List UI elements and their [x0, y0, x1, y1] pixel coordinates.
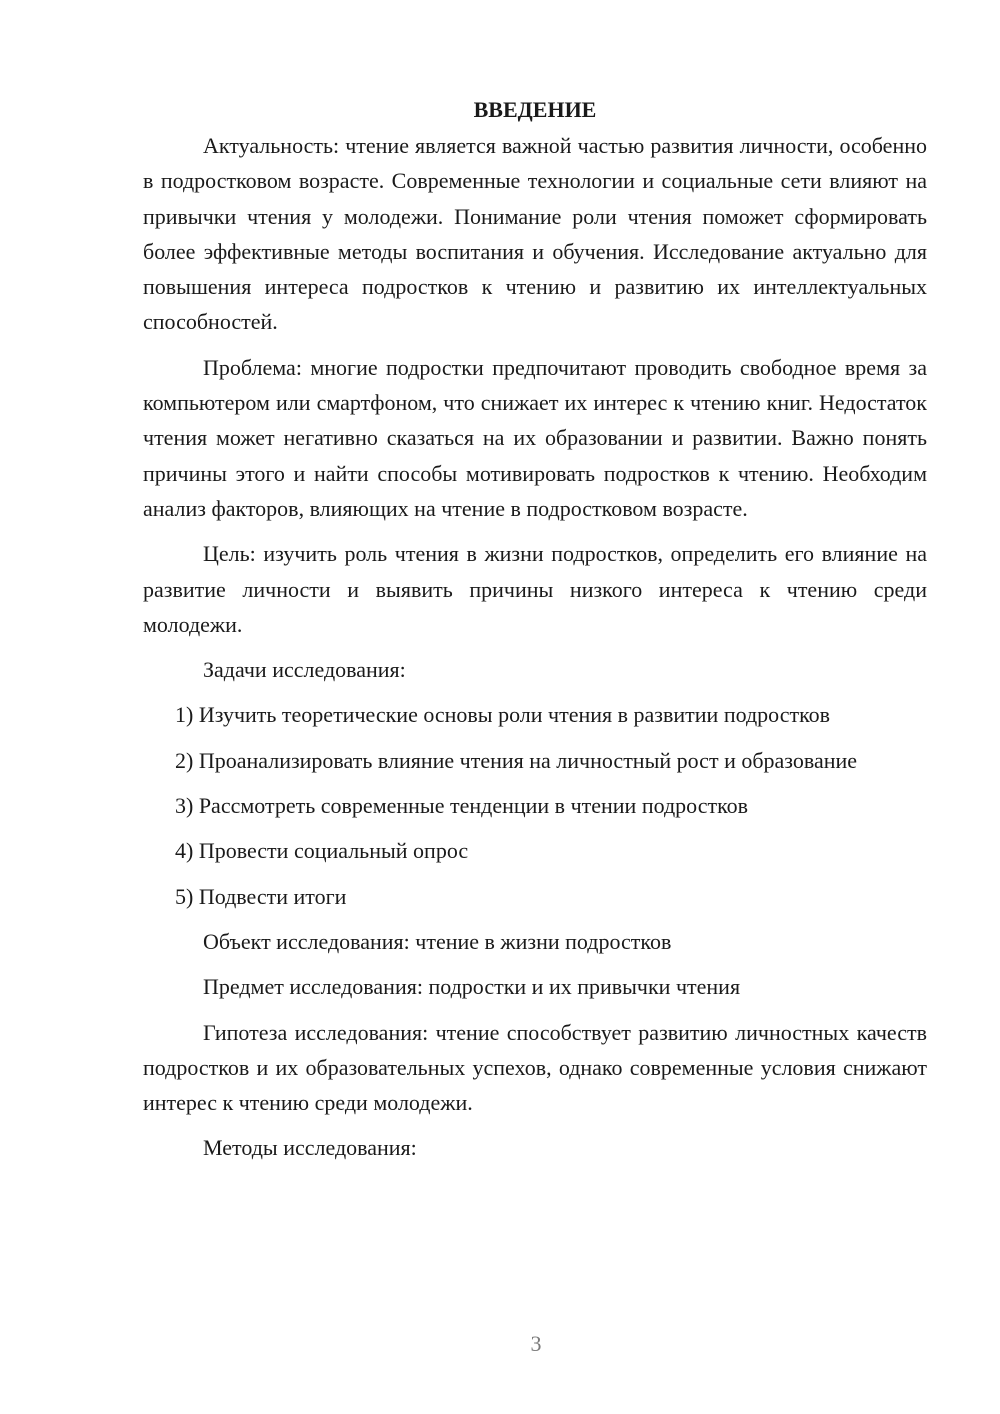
- page-number: 3: [530, 1331, 542, 1356]
- task-item-5: 5) Подвести итоги: [175, 883, 347, 909]
- research-object: Объект исследования: чтение в жизни подростков: [203, 928, 672, 954]
- document-page: [143, 92, 927, 1176]
- task-item-2: 2) Проанализировать влияние чтения на личностный рост и образование: [175, 747, 858, 773]
- relevance-paragraph: Актуальность: чтение является важной частью развития личности, особенно в подростковом возрасте. Современные технологии и социальные сети влияют на привычки чтения у молодежи. Понимание роли чтения поможет сформировать более эффективные методы воспитания и обучения. Исследование актуально для повышения интереса подростков к чтению и развитию их интеллектуальных способностей.: [143, 133, 927, 335]
- goal-paragraph: Цель: изучить роль чтения в жизни подростков, определить его влияние на развитие личности и выявить причины низкого интереса к чтению среди молодежи.: [143, 541, 927, 637]
- research-subject: Предмет исследования: подростки и их привычки чтения: [203, 974, 741, 1000]
- task-item-1: 1) Изучить теоретические основы роли чтения в развитии подростков: [175, 702, 831, 728]
- problem-paragraph: Проблема: многие подростки предпочитают проводить свободное время за компьютером или смартфоном, что снижает их интерес к чтению книг. Недостаток чтения может негативно сказаться на их образовании и развитии. Важно понять причины этого и найти способы мотивировать подростков к чтению. Необходим анализ факторов, влияющих на чтение в подростковом возрасте.: [143, 354, 927, 521]
- section-heading: ВВЕДЕНИЕ: [473, 97, 597, 122]
- task-item-4: 4) Провести социальный опрос: [175, 838, 469, 864]
- tasks-label: Задачи исследования:: [203, 657, 406, 683]
- research-hypothesis: Гипотеза исследования: чтение способствует развитию личностных качеств подростков и их образовательных успехов, однако современные условия снижают интерес к чтению среди молодежи.: [143, 1019, 927, 1116]
- methods-label: Методы исследования:: [203, 1135, 417, 1161]
- task-item-3: 3) Рассмотреть современные тенденции в чтении подростков: [175, 793, 749, 819]
